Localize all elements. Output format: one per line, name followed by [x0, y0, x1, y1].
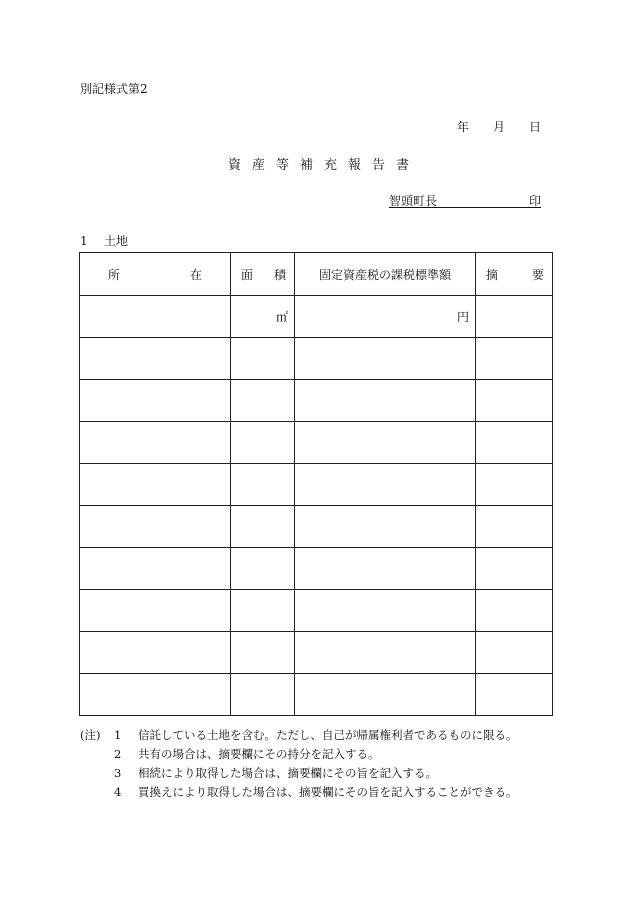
cell-standard-value[interactable] [295, 674, 476, 716]
date-day-label: 日 [529, 120, 542, 134]
date-line [457, 118, 541, 135]
cell-standard-value[interactable] [295, 506, 476, 548]
area-unit: ㎡ [275, 310, 288, 324]
cell-area[interactable] [231, 380, 295, 422]
table-body [80, 296, 553, 716]
cell-standard-value[interactable] [295, 632, 476, 674]
table-row [80, 506, 553, 548]
cell-remarks[interactable] [476, 464, 553, 506]
cell-location[interactable] [80, 422, 231, 464]
cell-location[interactable] [80, 590, 231, 632]
form-number: 別記様式第2 [80, 82, 148, 96]
cell-area[interactable] [231, 464, 295, 506]
table-row [80, 632, 553, 674]
cell-area[interactable] [231, 296, 295, 338]
cell-location[interactable] [80, 506, 231, 548]
cell-location[interactable] [80, 296, 231, 338]
cell-standard-value[interactable] [295, 296, 476, 338]
land-table [79, 252, 553, 716]
cell-location[interactable] [80, 548, 231, 590]
cell-remarks[interactable] [476, 632, 553, 674]
note-item: 3 相続により取得した場合は、摘要欄にその旨を記入する。 [80, 764, 518, 783]
section-heading [80, 232, 128, 249]
cell-location[interactable] [80, 464, 231, 506]
header-standard-value: 固定資産税の課税標準額 [295, 253, 476, 296]
notes-lead: (注) [80, 728, 101, 742]
cell-area[interactable] [231, 674, 295, 716]
cell-standard-value[interactable] [295, 422, 476, 464]
table-header-row [80, 253, 553, 296]
note-text: 共有の場合は、摘要欄にその持分を記入する。 [138, 747, 380, 761]
header-area: 面 積 [231, 253, 295, 296]
cell-standard-value[interactable] [295, 590, 476, 632]
section-label: 土地 [104, 234, 129, 248]
table-row [80, 674, 553, 716]
cell-remarks[interactable] [476, 548, 553, 590]
cell-remarks[interactable] [476, 296, 553, 338]
table-row [80, 590, 553, 632]
notes [80, 726, 518, 802]
value-unit: 円 [456, 310, 469, 324]
cell-location[interactable] [80, 338, 231, 380]
header-location: 所 在 [80, 253, 231, 296]
cell-remarks[interactable] [476, 674, 553, 716]
cell-area[interactable] [231, 506, 295, 548]
cell-standard-value[interactable] [295, 464, 476, 506]
header-remarks: 摘 要 [476, 253, 553, 296]
document-title: 資産等補充報告書 [228, 158, 421, 173]
cell-area[interactable] [231, 632, 295, 674]
cell-area[interactable] [231, 590, 295, 632]
table-row [80, 464, 553, 506]
cell-remarks[interactable] [476, 590, 553, 632]
cell-location[interactable] [80, 380, 231, 422]
section-number: 1 [80, 234, 88, 248]
table-row [80, 380, 553, 422]
cell-remarks[interactable] [476, 422, 553, 464]
cell-remarks[interactable] [476, 380, 553, 422]
cell-remarks[interactable] [476, 506, 553, 548]
date-year-label: 年 [457, 120, 470, 134]
addressee-name: 智頭町長 [389, 194, 438, 208]
cell-area[interactable] [231, 548, 295, 590]
note-text: 信託している土地を含む。ただし、自己が帰属権利者であるものに限る。 [138, 728, 518, 742]
table-row [80, 338, 553, 380]
cell-area[interactable] [231, 338, 295, 380]
note-text: 買換えにより取得した場合は、摘要欄にその旨を記入することができる。 [138, 785, 518, 799]
cell-standard-value[interactable] [295, 548, 476, 590]
table-row [80, 296, 553, 338]
cell-location[interactable] [80, 632, 231, 674]
table-row [80, 548, 553, 590]
cell-standard-value[interactable] [295, 380, 476, 422]
note-item: 2 共有の場合は、摘要欄にその持分を記入する。 [80, 745, 518, 764]
seal-mark: 印 [528, 194, 541, 208]
cell-area[interactable] [231, 422, 295, 464]
note-item: (注) 1 信託している土地を含む。ただし、自己が帰属権利者であるものに限る。 [80, 726, 518, 745]
cell-standard-value[interactable] [295, 338, 476, 380]
cell-remarks[interactable] [476, 338, 553, 380]
note-text: 相続により取得した場合は、摘要欄にその旨を記入する。 [138, 766, 437, 780]
note-item: 4 買換えにより取得した場合は、摘要欄にその旨を記入することができる。 [80, 783, 518, 802]
addressee-line [389, 192, 541, 208]
cell-location[interactable] [80, 674, 231, 716]
table-row [80, 422, 553, 464]
date-month-label: 月 [493, 120, 506, 134]
